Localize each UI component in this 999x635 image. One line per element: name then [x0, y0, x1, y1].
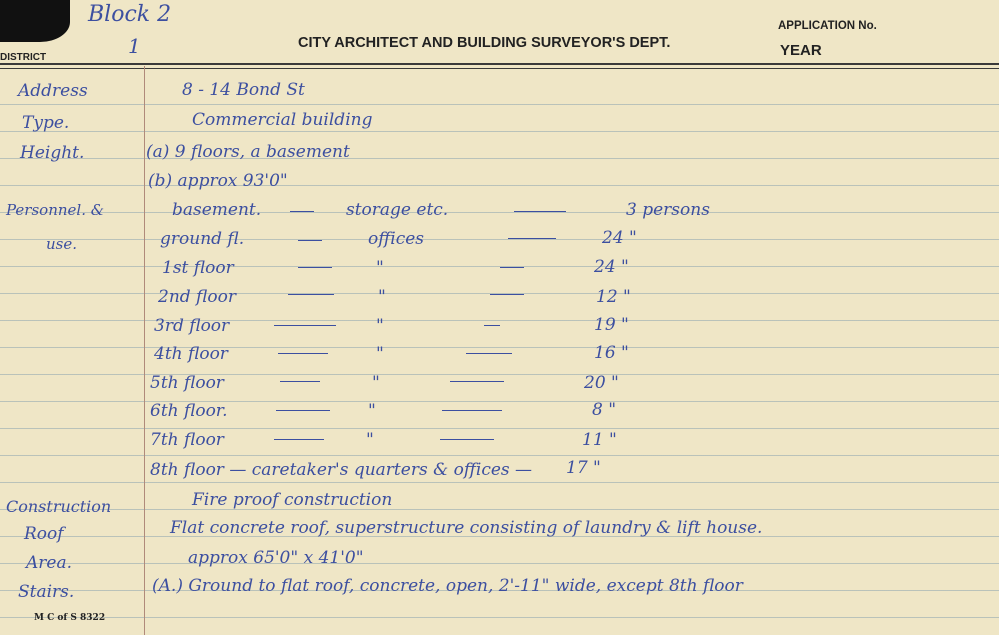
dash — [490, 294, 524, 295]
floor-row-name: 1st floor — [162, 258, 234, 278]
dash — [276, 410, 330, 411]
district-value: 1 — [128, 34, 141, 58]
entry-stairs: (A.) Ground to flat roof, concrete, open, 2'-11" wide, except 8th floor — [152, 576, 743, 596]
floor-row-persons: 16 " — [594, 343, 629, 363]
floor-row-use: offices — [368, 229, 425, 249]
floor-row-persons: 17 " — [566, 458, 601, 478]
floor-row-use: " — [376, 344, 384, 364]
dash — [514, 211, 566, 212]
entry-roof: Flat concrete roof, superstructure consisting of laundry & lift house. — [170, 518, 763, 538]
floor-row-use: " — [376, 316, 384, 336]
label-roof: Roof — [24, 524, 64, 544]
card-title: CITY ARCHITECT AND BUILDING SURVEYOR'S DEPT. — [298, 35, 671, 51]
label-type: Type. — [22, 113, 70, 133]
floor-row-use: " — [378, 287, 386, 307]
floor-row-name: 5th floor — [150, 373, 224, 393]
floor-row-name: 2nd floor — [158, 287, 236, 307]
dash — [440, 439, 494, 440]
floor-row-name: 8th floor — caretaker's quarters & offices — — [150, 460, 533, 480]
entry-type: Commercial building — [192, 110, 373, 130]
block-note: Block 2 — [88, 2, 172, 27]
dash — [274, 439, 324, 440]
dash — [500, 267, 524, 268]
floor-row-persons: 24 " — [594, 257, 629, 277]
floor-row-persons: 12 " — [596, 287, 631, 307]
application-number-label: APPLICATION No. — [778, 20, 877, 32]
label-construction: Construction — [6, 497, 112, 516]
floor-row-use: " — [366, 430, 374, 450]
entry-address: 8 - 14 Bond St — [182, 80, 305, 100]
floor-row-persons: 19 " — [594, 315, 629, 335]
dash — [290, 211, 314, 212]
label-area: Area. — [26, 553, 73, 573]
floor-row-use: storage etc. — [346, 200, 449, 220]
dash — [298, 267, 332, 268]
floor-row-name: basement. — [172, 200, 262, 220]
dash — [288, 294, 334, 295]
dash — [484, 325, 500, 326]
label-stairs: Stairs. — [18, 582, 75, 602]
floor-row-name: 7th floor — [150, 430, 224, 450]
floor-row-use: " — [376, 258, 384, 278]
floor-row-persons: 11 " — [582, 430, 617, 450]
dash — [280, 381, 320, 382]
floor-row-use: " — [372, 373, 380, 393]
floor-row-persons: 3 persons — [626, 200, 710, 220]
dash — [450, 381, 504, 382]
dash — [508, 238, 556, 239]
label-use: use. — [46, 235, 78, 253]
floor-row-name: 3rd floor — [154, 316, 230, 336]
entry-area: approx 65'0" x 41'0" — [188, 548, 364, 568]
floor-row-persons: 8 " — [592, 400, 617, 420]
dash — [466, 353, 512, 354]
floor-row-persons: 24 " — [602, 228, 637, 248]
torn-corner — [0, 0, 70, 42]
margin-rule — [144, 66, 145, 635]
entry-height-b: (b) approx 93'0" — [148, 171, 288, 191]
floor-row-name: 4th floor — [154, 344, 228, 364]
dash — [278, 353, 328, 354]
entry-construction: Fire proof construction — [192, 490, 393, 510]
floor-row-name: 6th floor. — [150, 401, 228, 421]
header-rule-top — [0, 63, 999, 65]
floor-row-name: ground fl. — [160, 229, 245, 249]
dash — [274, 325, 336, 326]
year-label: YEAR — [780, 42, 822, 59]
entry-height-a: (a) 9 floors, a basement — [146, 142, 350, 162]
dash — [442, 410, 502, 411]
form-code: M C of S 8322 — [34, 613, 106, 623]
district-label: DISTRICT — [0, 52, 47, 63]
label-address: Address — [18, 81, 88, 101]
floor-row-persons: 20 " — [584, 373, 619, 393]
label-height: Height. — [20, 143, 85, 163]
header-rule-bottom — [0, 68, 999, 69]
floor-row-use: " — [368, 401, 376, 421]
dash — [298, 240, 322, 241]
label-personnel: Personnel. & — [6, 201, 105, 219]
